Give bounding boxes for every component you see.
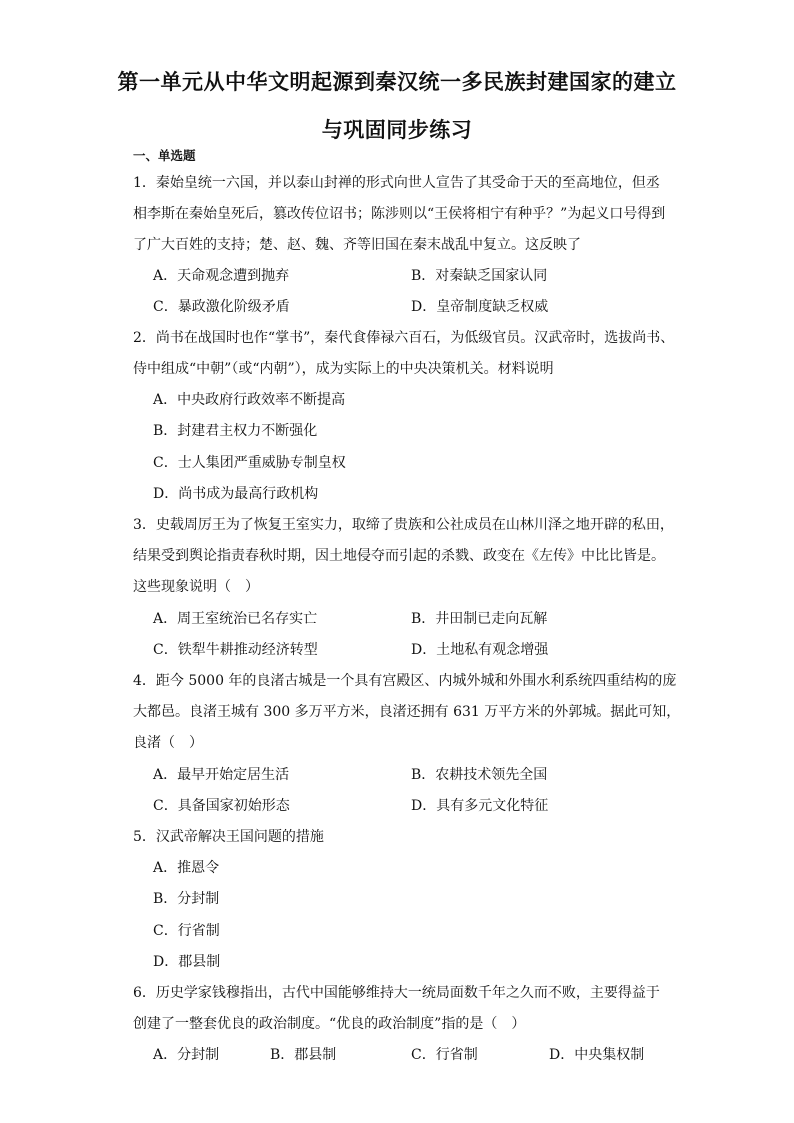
- question-3-option-b: B．井田制已走向瓦解: [411, 611, 548, 627]
- question-6-text: 创建了一整套优良的政治制度。“优良的政治制度”指的是（ ）: [133, 1016, 526, 1032]
- page-title-line-1: 第一单元从中华文明起源到秦汉统一多民族封建国家的建立: [117, 69, 677, 94]
- question-2-option-d: D．尚书成为最高行政机构: [153, 486, 319, 502]
- question-4-text: 4．距今 5000 年的良渚古城是一个具有宫殿区、内城外城和外围水利系统四重结构的庞: [133, 673, 677, 689]
- question-6-option-c: C．行省制: [411, 1047, 478, 1063]
- question-1-option-a: A．天命观念遭到抛弃: [153, 268, 290, 284]
- question-4-option-d: D．具有多元文化特征: [411, 798, 549, 814]
- question-5-option-c: C．行省制: [153, 923, 220, 939]
- question-2-text: 侍中组成“中朝”（或“内朝”），成为实际上的中央决策机关。材料说明: [133, 361, 554, 377]
- question-1-option-c: C．暴政激化阶级矛盾: [153, 299, 290, 315]
- section-heading: 一、单选题: [133, 148, 196, 163]
- question-1-text: 了广大百姓的支持；楚、赵、魏、齐等旧国在秦末战乱中复立。这反映了: [133, 237, 581, 253]
- question-4-option-a: A．最早开始定居生活: [153, 767, 290, 783]
- question-4-text: 良渚（ ）: [133, 735, 203, 751]
- question-5-option-b: B．分封制: [153, 891, 220, 907]
- question-1-option-b: B．对秦缺乏国家认同: [411, 268, 548, 284]
- question-3-option-a: A．周王室统治已名存实亡: [153, 611, 318, 627]
- question-4-option-c: C．具备国家初始形态: [153, 798, 290, 814]
- question-6-option-a: A．分封制: [153, 1047, 220, 1063]
- question-1-text: 1．秦始皇统一六国，并以泰山封禅的形式向世人宣告了其受命于天的至高地位，但丞: [133, 175, 660, 191]
- question-2-option-c: C．士人集团严重威胁专制皇权: [153, 455, 346, 471]
- question-2-option-a: A．中央政府行政效率不断提高: [153, 392, 346, 408]
- question-5-text: 5．汉武帝解决王国问题的措施: [133, 829, 324, 845]
- question-3-text: 结果受到舆论指责春秋时期，因土地侵夺而引起的杀戮、政变在《左传》中比比皆是。: [133, 548, 665, 564]
- question-3-option-d: D．土地私有观念增强: [411, 642, 549, 658]
- question-2-option-b: B．封建君主权力不断强化: [153, 423, 318, 439]
- question-1-text: 相李斯在秦始皇死后，篡改传位诏书；陈涉则以“王侯将相宁有种乎？”为起义口号得到: [133, 206, 666, 222]
- question-6-option-b: B．郡县制: [270, 1047, 337, 1063]
- question-4-text: 大都邑。良渚王城有 300 多万平方米，良渚还拥有 631 万平方米的外郭城。据此可知，: [133, 704, 681, 720]
- question-2-text: 2．尚书在战国时也作“掌书”，秦代食俸禄六百石，为低级官员。汉武帝时，选拔尚书、: [133, 330, 675, 346]
- question-3-option-c: C．铁犁牛耕推动经济转型: [153, 642, 318, 658]
- question-5-option-a: A．推恩令: [153, 860, 220, 876]
- question-3-text: 3．史载周厉王为了恢复王室实力，取缔了贵族和公社成员在山林川泽之地开辟的私田，: [133, 517, 674, 533]
- page-title-line-2: 与巩固同步练习: [321, 117, 473, 142]
- question-5-option-d: D．郡县制: [153, 954, 221, 970]
- question-4-option-b: B．农耕技术领先全国: [411, 767, 548, 783]
- question-3-text: 这些现象说明（ ）: [133, 579, 259, 595]
- question-1-option-d: D．皇帝制度缺乏权威: [411, 299, 549, 315]
- question-6-option-d: D．中央集权制: [549, 1047, 645, 1063]
- question-6-text: 6．历史学家钱穆指出，古代中国能够维持大一统局面数千年之久而不败，主要得益于: [133, 985, 660, 1001]
